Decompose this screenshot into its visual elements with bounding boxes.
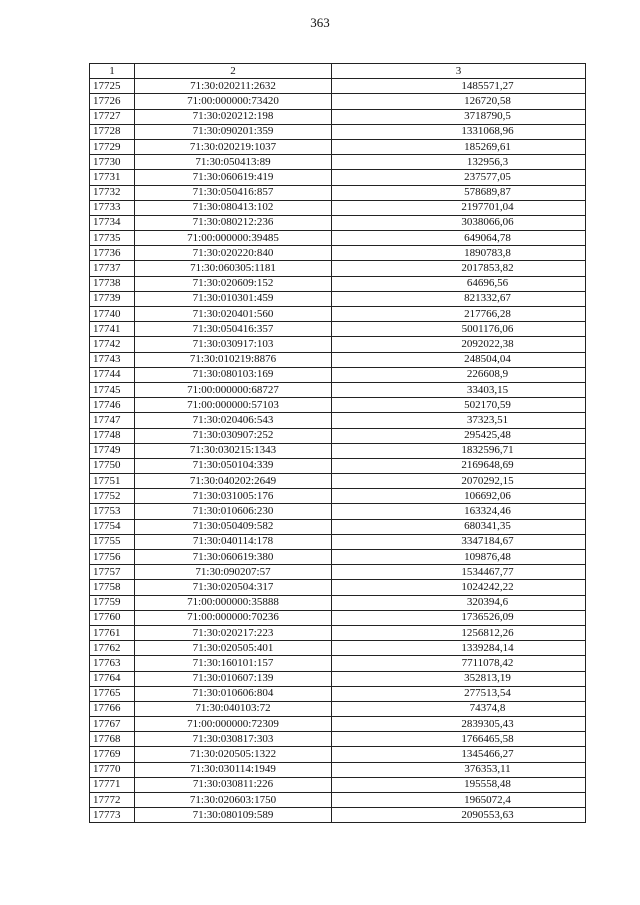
table-row <box>90 534 586 549</box>
table-row <box>90 686 586 701</box>
value-cell: 1345466,27 <box>332 747 586 762</box>
row-number-cell: 17765 <box>90 686 135 701</box>
cadastral-number-cell: 71:30:060305:1181 <box>135 261 332 276</box>
cadastral-number-cell: 71:30:090207:57 <box>135 565 332 580</box>
value-cell: 680341,35 <box>332 519 586 534</box>
value-cell: 106692,06 <box>332 489 586 504</box>
table-row <box>90 307 586 322</box>
table-row <box>90 580 586 595</box>
cadastral-number-cell: 71:30:030811:226 <box>135 777 332 792</box>
value-cell: 1890783,8 <box>332 246 586 261</box>
table-row <box>90 443 586 458</box>
table-row <box>90 550 586 565</box>
row-number-cell: 17733 <box>90 200 135 215</box>
value-cell: 2017853,82 <box>332 261 586 276</box>
row-number-cell: 17745 <box>90 382 135 397</box>
row-number-cell: 17736 <box>90 246 135 261</box>
table-row <box>90 565 586 580</box>
row-number-cell: 17761 <box>90 625 135 640</box>
value-cell: 132956,3 <box>332 155 586 170</box>
table-row <box>90 124 586 139</box>
value-cell: 217766,28 <box>332 307 586 322</box>
value-cell: 295425,48 <box>332 428 586 443</box>
cadastral-number-cell: 71:30:030817:303 <box>135 732 332 747</box>
row-number-cell: 17754 <box>90 519 135 534</box>
value-cell: 3038066,06 <box>332 215 586 230</box>
table-body <box>90 79 586 823</box>
row-number-cell: 17740 <box>90 307 135 322</box>
row-number-cell: 17751 <box>90 474 135 489</box>
cadastral-number-cell: 71:30:040202:2649 <box>135 474 332 489</box>
cadastral-number-cell: 71:30:020219:1037 <box>135 139 332 154</box>
table-row <box>90 793 586 808</box>
table-row <box>90 261 586 276</box>
cadastral-number-cell: 71:00:000000:73420 <box>135 94 332 109</box>
table-row <box>90 139 586 154</box>
value-cell: 237577,05 <box>332 170 586 185</box>
cadastral-number-cell: 71:30:080103:169 <box>135 367 332 382</box>
value-cell: 109876,48 <box>332 550 586 565</box>
value-cell: 2197701,04 <box>332 200 586 215</box>
value-cell: 1339284,14 <box>332 641 586 656</box>
cadastral-number-cell: 71:30:010606:804 <box>135 686 332 701</box>
table-row <box>90 367 586 382</box>
cadastral-number-cell: 71:30:050416:857 <box>135 185 332 200</box>
row-number-cell: 17747 <box>90 413 135 428</box>
value-cell: 248504,04 <box>332 352 586 367</box>
row-number-cell: 17730 <box>90 155 135 170</box>
table-row <box>90 732 586 747</box>
cadastral-number-cell: 71:30:020211:2632 <box>135 79 332 94</box>
cadastral-number-cell: 71:30:080413:102 <box>135 200 332 215</box>
value-cell: 1256812,26 <box>332 625 586 640</box>
table-row <box>90 398 586 413</box>
cadastral-number-cell: 71:30:010219:8876 <box>135 352 332 367</box>
cadastral-number-cell: 71:30:050416:357 <box>135 322 332 337</box>
value-cell: 3718790,5 <box>332 109 586 124</box>
row-number-cell: 17752 <box>90 489 135 504</box>
value-cell: 1832596,71 <box>332 443 586 458</box>
value-cell: 2169648,69 <box>332 458 586 473</box>
table-row <box>90 595 586 610</box>
value-cell: 37323,51 <box>332 413 586 428</box>
cadastral-number-cell: 71:00:000000:39485 <box>135 231 332 246</box>
table-row <box>90 94 586 109</box>
table-row <box>90 231 586 246</box>
value-cell: 1331068,96 <box>332 124 586 139</box>
row-number-cell: 17767 <box>90 717 135 732</box>
table-row <box>90 747 586 762</box>
cadastral-number-cell: 71:00:000000:70236 <box>135 610 332 625</box>
row-number-cell: 17741 <box>90 322 135 337</box>
table-row <box>90 610 586 625</box>
row-number-cell: 17734 <box>90 215 135 230</box>
row-number-cell: 17729 <box>90 139 135 154</box>
value-cell: 821332,67 <box>332 291 586 306</box>
table-row <box>90 701 586 716</box>
row-number-cell: 17744 <box>90 367 135 382</box>
table-row <box>90 352 586 367</box>
row-number-cell: 17771 <box>90 777 135 792</box>
cadastral-number-cell: 71:30:050413:89 <box>135 155 332 170</box>
table-row <box>90 246 586 261</box>
column-header-1: 1 <box>90 64 135 79</box>
cadastral-number-cell: 71:00:000000:35888 <box>135 595 332 610</box>
register-table <box>89 63 586 823</box>
cadastral-number-cell: 71:30:040103:72 <box>135 701 332 716</box>
value-cell: 33403,15 <box>332 382 586 397</box>
value-cell: 1534467,77 <box>332 565 586 580</box>
cadastral-number-cell: 71:30:050104:339 <box>135 458 332 473</box>
table-row <box>90 504 586 519</box>
row-number-cell: 17737 <box>90 261 135 276</box>
row-number-cell: 17738 <box>90 276 135 291</box>
table-header <box>90 64 586 79</box>
value-cell: 502170,59 <box>332 398 586 413</box>
row-number-cell: 17768 <box>90 732 135 747</box>
cadastral-number-cell: 71:30:030114:1949 <box>135 762 332 777</box>
row-number-cell: 17725 <box>90 79 135 94</box>
row-number-cell: 17732 <box>90 185 135 200</box>
value-cell: 2070292,15 <box>332 474 586 489</box>
table-row <box>90 109 586 124</box>
value-cell: 163324,46 <box>332 504 586 519</box>
table-row <box>90 656 586 671</box>
cadastral-number-cell: 71:30:020217:223 <box>135 625 332 640</box>
value-cell: 195558,48 <box>332 777 586 792</box>
row-number-cell: 17772 <box>90 793 135 808</box>
value-cell: 578689,87 <box>332 185 586 200</box>
cadastral-number-cell: 71:30:020505:401 <box>135 641 332 656</box>
value-cell: 2092022,38 <box>332 337 586 352</box>
table-row <box>90 337 586 352</box>
row-number-cell: 17773 <box>90 808 135 823</box>
cadastral-number-cell: 71:30:020505:1322 <box>135 747 332 762</box>
page-number: 363 <box>310 15 330 30</box>
table-row <box>90 200 586 215</box>
row-number-cell: 17731 <box>90 170 135 185</box>
column-header-2: 2 <box>135 64 332 79</box>
value-cell: 352813,19 <box>332 671 586 686</box>
row-number-cell: 17769 <box>90 747 135 762</box>
row-number-cell: 17766 <box>90 701 135 716</box>
cadastral-number-cell: 71:30:020603:1750 <box>135 793 332 808</box>
table-row <box>90 185 586 200</box>
table-row <box>90 808 586 823</box>
row-number-cell: 17758 <box>90 580 135 595</box>
row-number-cell: 17757 <box>90 565 135 580</box>
cadastral-number-cell: 71:30:020401:560 <box>135 307 332 322</box>
value-cell: 185269,61 <box>332 139 586 154</box>
row-number-cell: 17739 <box>90 291 135 306</box>
table-row <box>90 413 586 428</box>
cadastral-number-cell: 71:30:050409:582 <box>135 519 332 534</box>
row-number-cell: 17755 <box>90 534 135 549</box>
cadastral-number-cell: 71:30:090201:359 <box>135 124 332 139</box>
table-row <box>90 671 586 686</box>
value-cell: 7711078,42 <box>332 656 586 671</box>
table-row <box>90 79 586 94</box>
value-cell: 226608,9 <box>332 367 586 382</box>
table-row <box>90 276 586 291</box>
row-number-cell: 17764 <box>90 671 135 686</box>
value-cell: 1766465,58 <box>332 732 586 747</box>
value-cell: 5001176,06 <box>332 322 586 337</box>
value-cell: 3347184,67 <box>332 534 586 549</box>
value-cell: 1736526,09 <box>332 610 586 625</box>
row-number-cell: 17756 <box>90 550 135 565</box>
table-row <box>90 489 586 504</box>
header-row <box>90 64 586 79</box>
cadastral-number-cell: 71:30:020609:152 <box>135 276 332 291</box>
row-number-cell: 17728 <box>90 124 135 139</box>
table-row <box>90 170 586 185</box>
cadastral-number-cell: 71:00:000000:57103 <box>135 398 332 413</box>
table-row <box>90 641 586 656</box>
cadastral-number-cell: 71:30:160101:157 <box>135 656 332 671</box>
value-cell: 2090553,63 <box>332 808 586 823</box>
column-header-3: 3 <box>332 64 586 79</box>
table-row <box>90 382 586 397</box>
cadastral-number-cell: 71:30:020406:543 <box>135 413 332 428</box>
row-number-cell: 17753 <box>90 504 135 519</box>
cadastral-number-cell: 71:30:010301:459 <box>135 291 332 306</box>
row-number-cell: 17746 <box>90 398 135 413</box>
cadastral-number-cell: 71:30:060619:419 <box>135 170 332 185</box>
cadastral-number-cell: 71:30:080109:589 <box>135 808 332 823</box>
cadastral-number-cell: 71:30:080212:236 <box>135 215 332 230</box>
table-row <box>90 291 586 306</box>
value-cell: 1965072,4 <box>332 793 586 808</box>
value-cell: 2839305,43 <box>332 717 586 732</box>
cadastral-number-cell: 71:30:040114:178 <box>135 534 332 549</box>
table-row <box>90 322 586 337</box>
cadastral-number-cell: 71:00:000000:72309 <box>135 717 332 732</box>
row-number-cell: 17727 <box>90 109 135 124</box>
value-cell: 1485571,27 <box>332 79 586 94</box>
cadastral-number-cell: 71:30:030215:1343 <box>135 443 332 458</box>
table-row <box>90 155 586 170</box>
cadastral-number-cell: 71:30:020212:198 <box>135 109 332 124</box>
table-row <box>90 762 586 777</box>
table-row <box>90 519 586 534</box>
row-number-cell: 17770 <box>90 762 135 777</box>
value-cell: 376353,11 <box>332 762 586 777</box>
value-cell: 126720,58 <box>332 94 586 109</box>
row-number-cell: 17762 <box>90 641 135 656</box>
table-row <box>90 215 586 230</box>
cadastral-number-cell: 71:30:010606:230 <box>135 504 332 519</box>
row-number-cell: 17726 <box>90 94 135 109</box>
row-number-cell: 17735 <box>90 231 135 246</box>
cadastral-number-cell: 71:30:030917:103 <box>135 337 332 352</box>
row-number-cell: 17759 <box>90 595 135 610</box>
cadastral-number-cell: 71:30:030907:252 <box>135 428 332 443</box>
value-cell: 64696,56 <box>332 276 586 291</box>
table-row <box>90 458 586 473</box>
cadastral-number-cell: 71:00:000000:68727 <box>135 382 332 397</box>
value-cell: 649064,78 <box>332 231 586 246</box>
cadastral-number-cell: 71:30:020220:840 <box>135 246 332 261</box>
cadastral-number-cell: 71:30:031005:176 <box>135 489 332 504</box>
row-number-cell: 17743 <box>90 352 135 367</box>
row-number-cell: 17750 <box>90 458 135 473</box>
table-row <box>90 717 586 732</box>
row-number-cell: 17749 <box>90 443 135 458</box>
table-row <box>90 428 586 443</box>
value-cell: 1024242,22 <box>332 580 586 595</box>
value-cell: 74374,8 <box>332 701 586 716</box>
row-number-cell: 17763 <box>90 656 135 671</box>
table-row <box>90 777 586 792</box>
row-number-cell: 17760 <box>90 610 135 625</box>
cadastral-number-cell: 71:30:020504:317 <box>135 580 332 595</box>
value-cell: 320394,6 <box>332 595 586 610</box>
row-number-cell: 17748 <box>90 428 135 443</box>
table-row <box>90 474 586 489</box>
row-number-cell: 17742 <box>90 337 135 352</box>
value-cell: 277513,54 <box>332 686 586 701</box>
cadastral-number-cell: 71:30:010607:139 <box>135 671 332 686</box>
table-row <box>90 625 586 640</box>
cadastral-number-cell: 71:30:060619:380 <box>135 550 332 565</box>
